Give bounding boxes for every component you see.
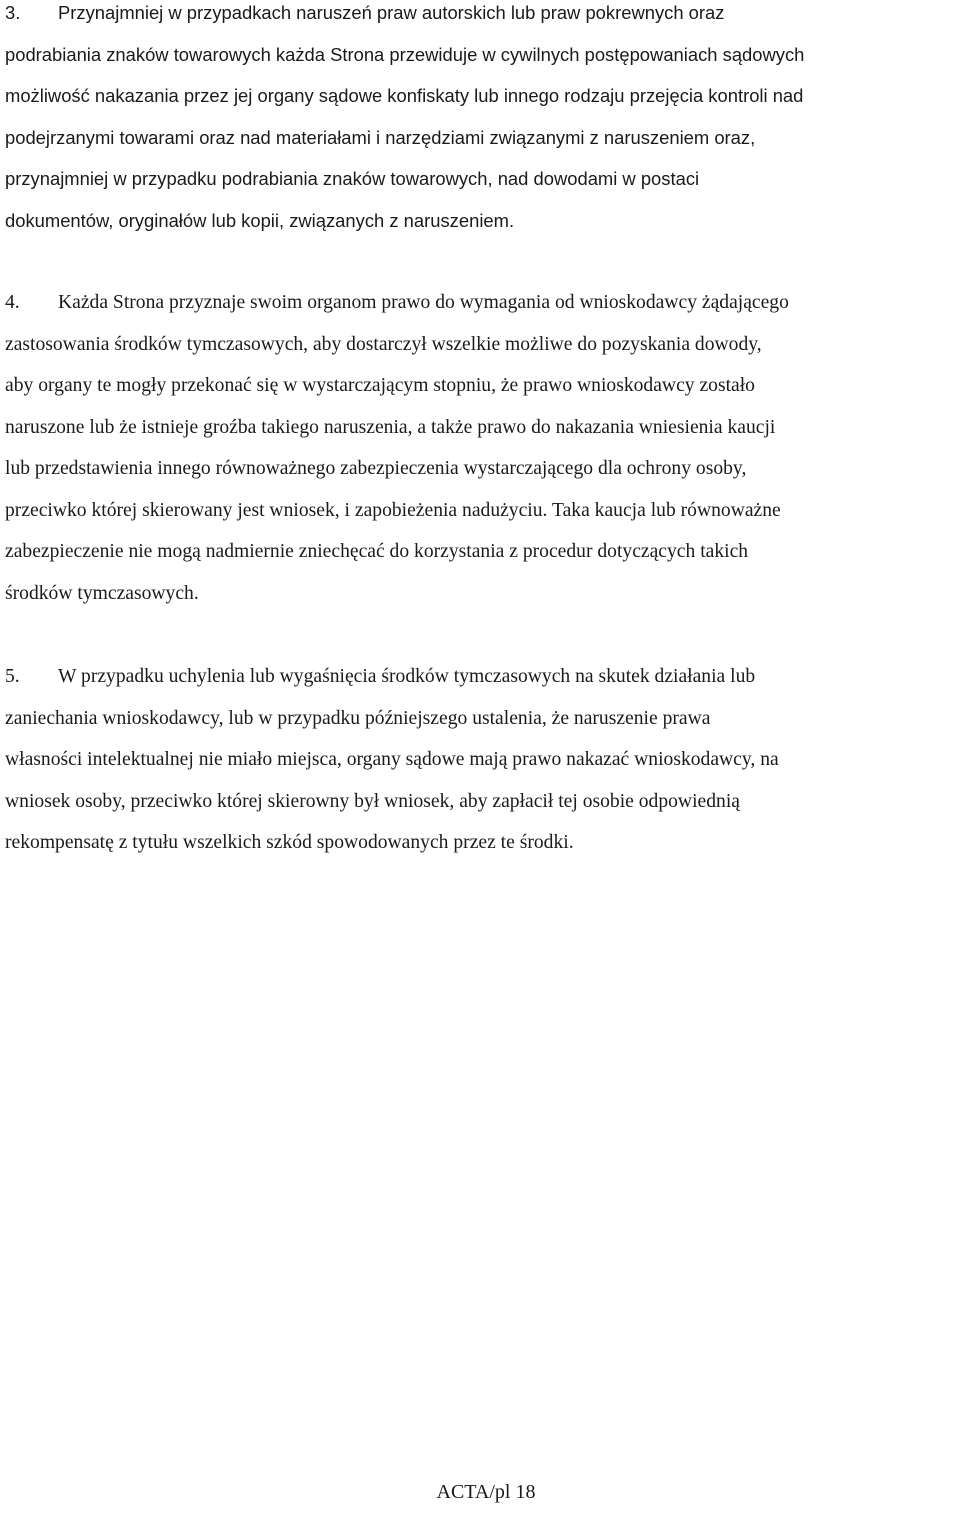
page-number-label: ACTA/pl 18: [436, 1481, 536, 1503]
paragraph-line: zabezpieczenie nie mogą nadmiernie zniechęcać do korzystania z procedur dotyczących takich: [5, 541, 749, 562]
paragraph-line: przeciwko której skierowany jest wniosek, i zapobieżenia nadużyciu. Taka kaucja lub równoważne: [5, 499, 781, 521]
paragraph-line: [5, 656, 955, 698]
paragraph-line: własności intelektualnej nie miało miejsca, organy sądowe mają prawo nakazać wnioskodawcy, na: [5, 749, 779, 770]
paragraph-text: Przynajmniej w przypadkach naruszeń praw autorskich lub praw pokrewnych oraz: [58, 2, 725, 23]
paragraph-line: zaniechania wnioskodawcy, lub w przypadku późniejszego ustalenia, że naruszenie prawa: [5, 707, 711, 729]
paragraph-line: środków tymczasowych.: [5, 582, 199, 604]
paragraph-line: zastosowania środków tymczasowych, aby dostarczył wszelkie możliwe do pozyskania dowody,: [5, 333, 762, 355]
paragraph-line: [5, 282, 955, 324]
paragraph-text: W przypadku uchylenia lub wygaśnięcia środków tymczasowych na skutek działania lub: [58, 666, 756, 687]
paragraph-4: [5, 282, 955, 614]
paragraph-line: lub przedstawienia innego równoważnego zabezpieczenia wystarczającego dla ochrony osoby,: [5, 458, 747, 479]
paragraph-line: dokumentów, oryginałów lub kopii, związanych z naruszeniem.: [5, 209, 515, 231]
paragraph-line: możliwość nakazania przez jej organy sądowe konfiskaty lub innego rodzaju przejęcia kontroli nad: [5, 85, 804, 106]
paragraph-line: aby organy te mogły przekonać się w wystarczającym stopniu, że prawo wnioskodawcy zostało: [5, 375, 755, 396]
paragraph-line: podejrzanymi towarami oraz nad materiałami i narzędziami związanymi z naruszeniem oraz,: [5, 126, 756, 148]
paragraph-line: podrabiania znaków towarowych każda Strona przewiduje w cywilnych postępowaniach sądowych: [5, 43, 805, 65]
paragraph-5: [5, 656, 955, 864]
paragraph-line: [5, 0, 955, 34]
paragraph-line: naruszone lub że istnieje groźba takiego naruszenia, a także prawo do nakazania wniesienia kaucji: [5, 416, 776, 438]
paragraph-number: 4.: [5, 292, 20, 313]
paragraph-line: rekompensatę z tytułu wszelkich szkód spowodowanych przez te środki.: [5, 832, 574, 853]
paragraph-line: wniosek osoby, przeciwko której skierowny był wniosek, aby zapłacił tej osobie odpowiednią: [5, 790, 740, 812]
paragraph-text: Każda Strona przyznaje swoim organom prawo do wymagania od wnioskodawcy żądającego: [58, 292, 789, 313]
paragraph-3: [5, 0, 955, 241]
paragraph-number: 3.: [5, 2, 21, 23]
page-footer: [0, 1478, 960, 1506]
paragraph-number: 5.: [5, 666, 20, 687]
paragraph-line: przynajmniej w przypadku podrabiania znaków towarowych, nad dowodami w postaci: [5, 168, 700, 189]
